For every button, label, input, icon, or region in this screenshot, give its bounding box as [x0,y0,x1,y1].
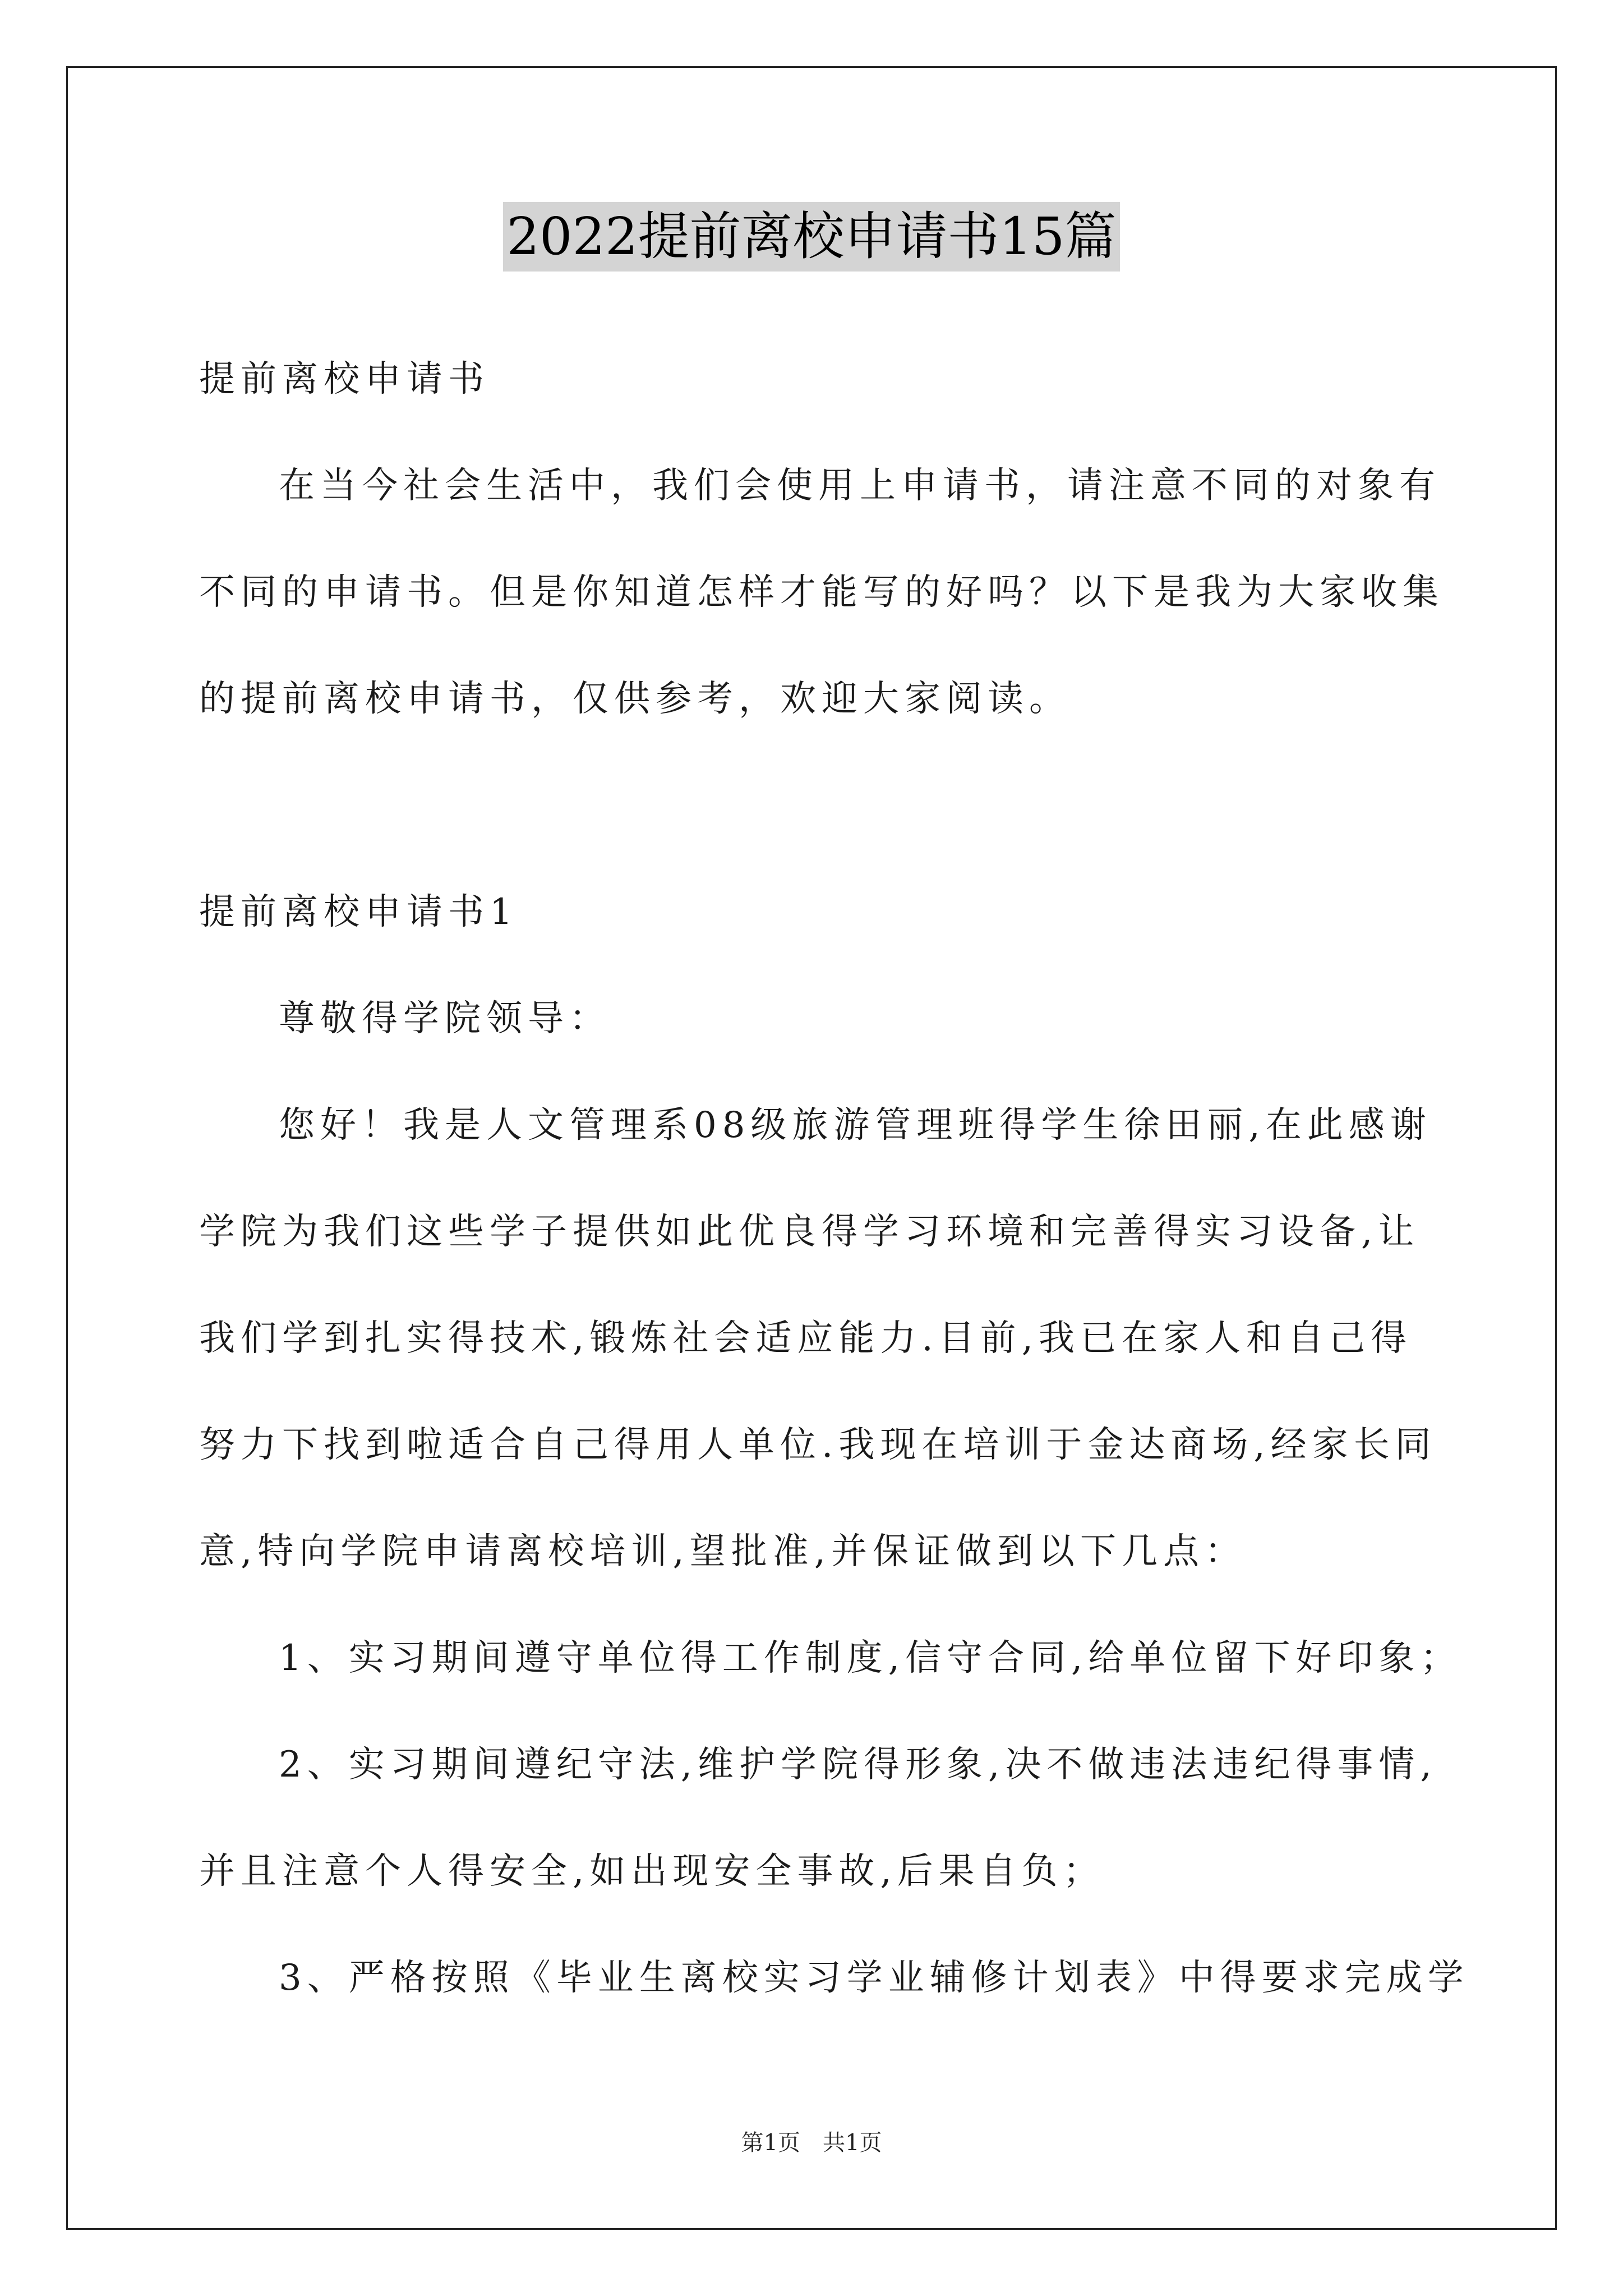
title-container [0,202,1623,272]
page-footer: 第1页 共1页 [741,2130,882,2156]
paragraph-line: 意,特向学院申请离校培训,望批准,并保证做到以下几点： [199,1531,1247,1572]
list-item: 3、严格按照《毕业生离校实习学业辅修计划表》中得要求完成学 [279,1957,1469,1999]
list-item: 1、实习期间遵守单位得工作制度,信守合同,给单位留下好印象； [279,1637,1462,1679]
list-item: 2、实习期间遵纪守法,维护学院得形象,决不做违法违纪得事情, [279,1744,1437,1786]
paragraph-line: 不同的申请书。但是你知道怎样才能写的好吗？以下是我为大家收集 [199,572,1444,613]
paragraph-line: 的提前离校申请书，仅供参考，欢迎大家阅读。 [199,678,1071,720]
document-title: 2022提前离校申请书15篇 [503,202,1119,272]
section-heading: 提前离校申请书1 [199,891,518,933]
paragraph-line: 学院为我们这些学子提供如此优良得学习环境和完善得实习设备,让 [199,1211,1420,1253]
paragraph-line: 您好！我是人文管理系08级旅游管理班得学生徐田丽,在此感谢 [279,1105,1432,1146]
paragraph-line: 我们学到扎实得技术,锻炼社会适应能力.目前,我已在家人和自己得 [199,1318,1413,1359]
paragraph-line: 在当今社会生活中，我们会使用上申请书，请注意不同的对象有 [279,465,1441,507]
salutation: 尊敬得学院领导： [279,998,611,1039]
paragraph-line: 努力下找到啦适合自己得用人单位.我现在培训于金达商场,经家长同 [199,1424,1437,1466]
list-item-continuation: 并且注意个人得安全,如出现安全事故,后果自负； [199,1851,1105,1892]
section-heading: 提前离校申请书 [199,358,490,400]
